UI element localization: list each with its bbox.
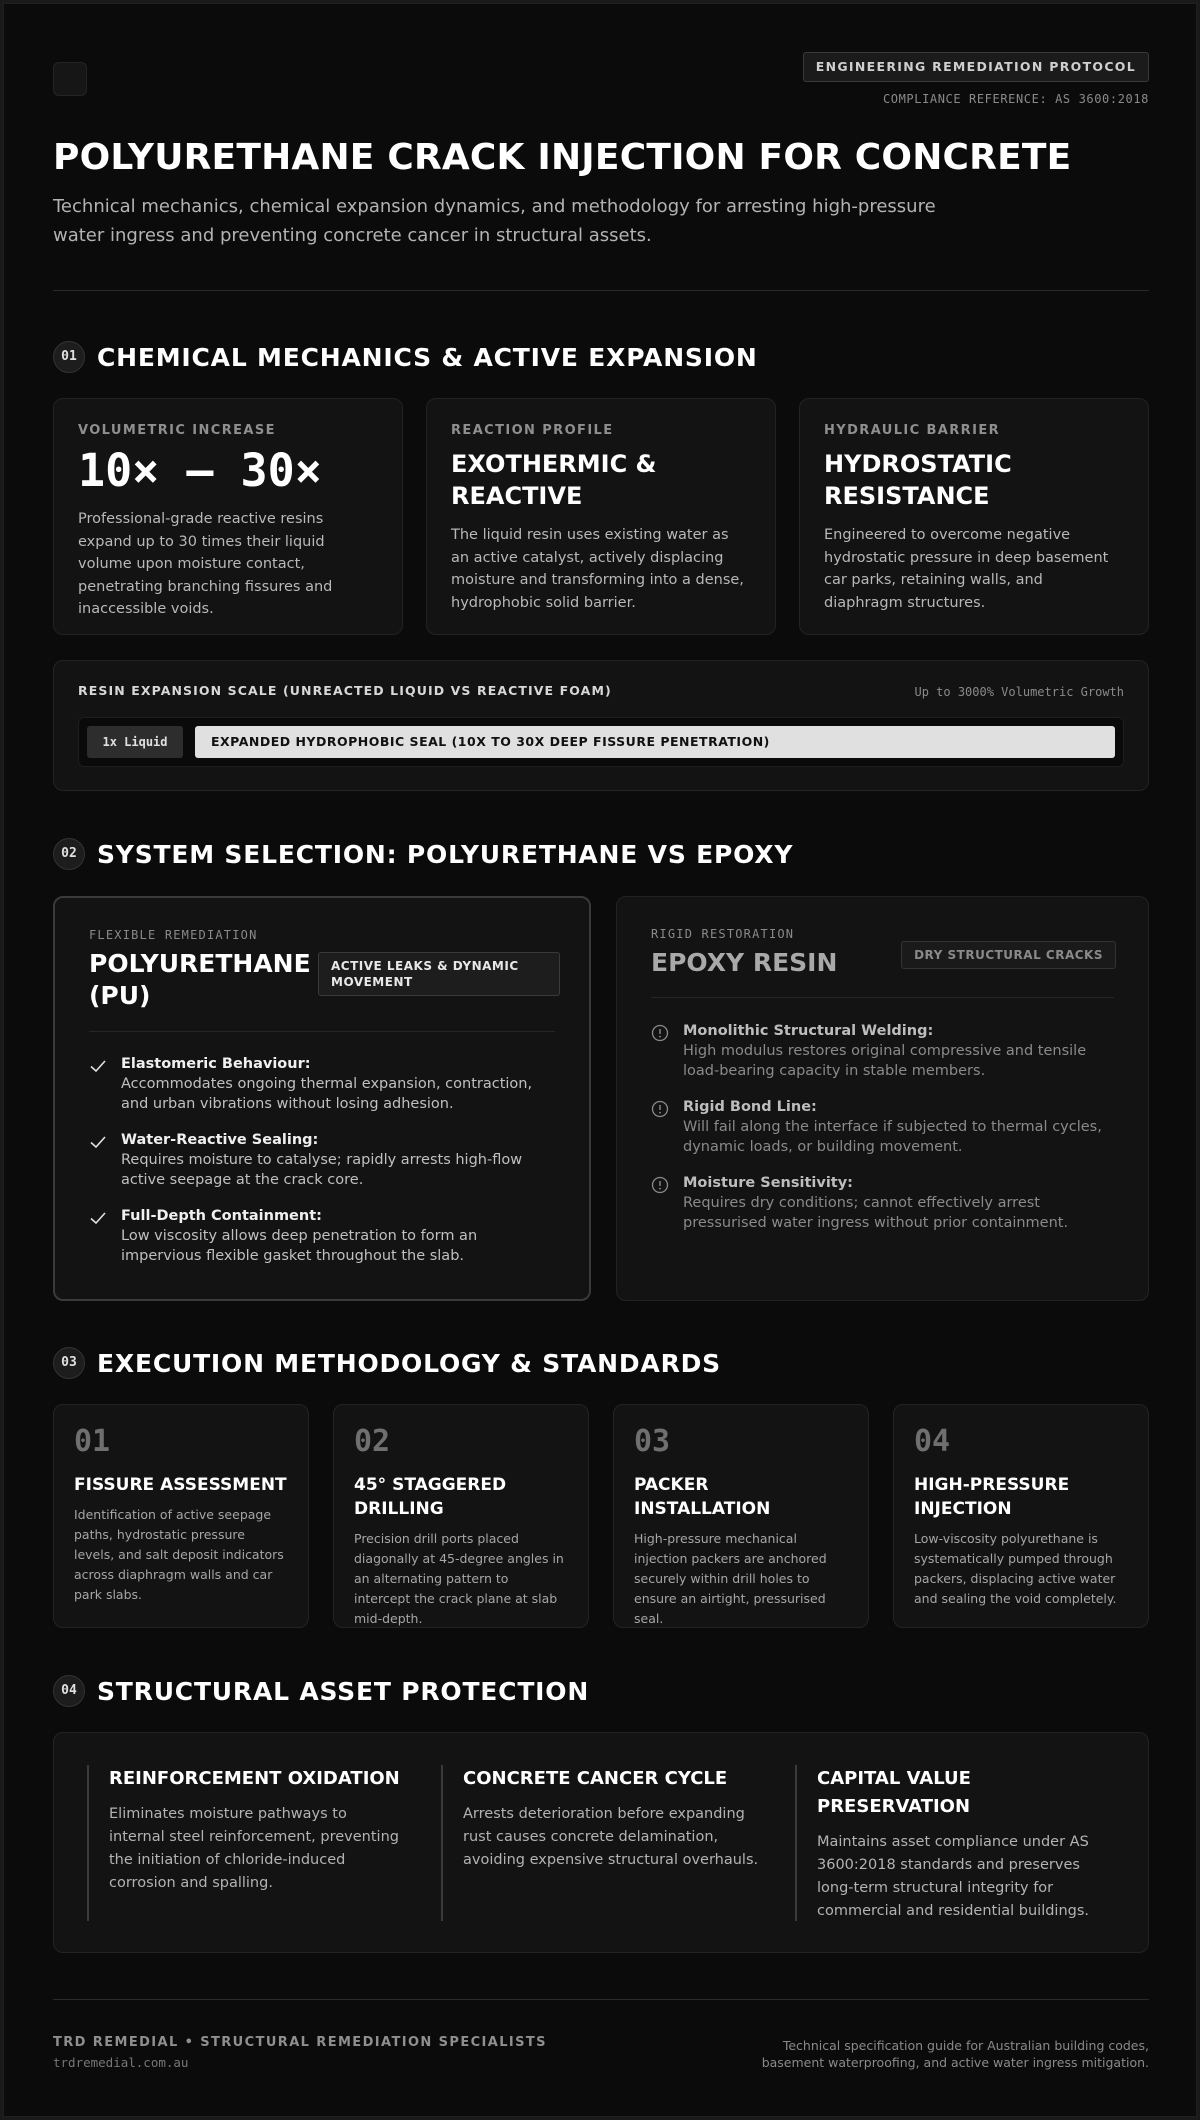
logo-placeholder <box>53 62 87 96</box>
card-headline: 10× – 30× <box>78 444 322 497</box>
section-number: 04 <box>53 1675 85 1707</box>
header-divider <box>53 290 1149 291</box>
section-1-header <box>53 341 758 373</box>
feature-desc: Low viscosity allows deep penetration to form an impervious flexible gasket throughout the slab. <box>121 1228 478 1264</box>
step-number: 03 <box>634 1424 671 1459</box>
protection-title: CONCRETE CANCER CYCLE <box>463 1768 728 1789</box>
use-case-tag: DRY STRUCTURAL CRACKS <box>901 941 1116 969</box>
card-kicker: VOLUMETRIC INCREASE <box>78 423 276 438</box>
feature-title: Water-Reactive Sealing: <box>121 1132 319 1148</box>
card-body: The liquid resin uses existing water as an active catalyst, actively displacing moisture and transforming into a dense, hydrophobic solid barrier. <box>451 527 744 611</box>
card-headline: EXOTHERMIC & REACTIVE <box>451 450 657 510</box>
alert-circle-icon <box>651 1100 669 1118</box>
card-kicker: FLEXIBLE REMEDIATION <box>89 928 258 942</box>
feature-title: Full-Depth Containment: <box>121 1208 322 1224</box>
section-title: STRUCTURAL ASSET PROTECTION <box>97 1676 590 1706</box>
step-title: FISSURE ASSESSMENT <box>74 1475 287 1495</box>
footer-divider <box>53 1999 1149 2000</box>
scale-note: Up to 3000% Volumetric Growth <box>914 685 1124 699</box>
step-card <box>613 1404 869 1628</box>
step-number: 02 <box>354 1424 391 1459</box>
step-title: HIGH-PRESSURE INJECTION <box>914 1475 1070 1519</box>
system-title: EPOXY RESIN <box>651 948 838 977</box>
step-card <box>333 1404 589 1628</box>
check-icon <box>89 1133 107 1151</box>
feature-desc: High modulus restores original compressive and tensile load-bearing capacity in stable members. <box>683 1043 1087 1079</box>
section-3-header <box>53 1347 721 1379</box>
step-card <box>893 1404 1149 1628</box>
step-desc: Identification of active seepage paths, hydrostatic pressure levels, and salt deposit indicators across diaphragm walls and car park slabs. <box>74 1507 284 1602</box>
step-title: PACKER INSTALLATION <box>634 1475 771 1519</box>
feature-title: Elastomeric Behaviour: <box>121 1056 311 1072</box>
footer-brand: TRD REMEDIAL • STRUCTURAL REMEDIATION SPECIALISTS <box>53 2035 547 2050</box>
feature-title: Moisture Sensitivity: <box>683 1175 853 1191</box>
card-divider <box>89 1031 555 1032</box>
feature-item <box>89 1130 559 1190</box>
card-kicker: HYDRAULIC BARRIER <box>824 423 1001 438</box>
step-title: 45° STAGGERED DRILLING <box>354 1475 507 1519</box>
feature-item <box>89 1054 559 1114</box>
feature-desc: Accommodates ongoing thermal expansion, contraction, and urban vibrations without losing adhesion. <box>121 1076 533 1112</box>
card-headline: HYDROSTATIC RESISTANCE <box>824 450 1012 510</box>
scale-title: RESIN EXPANSION SCALE (UNREACTED LIQUID VS REACTIVE FOAM) <box>78 683 612 698</box>
scale-track <box>78 717 1124 767</box>
foam-segment: EXPANDED HYDROPHOBIC SEAL (10X TO 30X DEEP FISSURE PENETRATION) <box>195 726 1115 758</box>
feature-item <box>651 1173 1118 1233</box>
step-card <box>53 1404 309 1628</box>
protection-column <box>87 1765 407 1921</box>
feature-item <box>651 1097 1118 1157</box>
step-desc: High-pressure mechanical injection packers are anchored securely within drill holes to ensure an airtight, pressurised seal. <box>634 1531 827 1626</box>
protection-desc: Maintains asset compliance under AS 3600:2018 standards and preserves long-term structural integrity for commercial and residential buildings. <box>817 1834 1090 1919</box>
card-body: Engineered to overcome negative hydrostatic pressure in deep basement car parks, retaining walls, and diaphragm structures. <box>824 527 1109 611</box>
protection-column <box>441 1765 761 1921</box>
protocol-badge: ENGINEERING REMEDIATION PROTOCOL <box>803 52 1149 82</box>
alert-circle-icon <box>651 1176 669 1194</box>
protection-title: REINFORCEMENT OXIDATION <box>109 1768 400 1789</box>
check-icon <box>89 1209 107 1227</box>
expansion-scale-card <box>53 660 1149 791</box>
card-body: Professional-grade reactive resins expand up to 30 times their liquid volume upon moisture contact, penetrating branching fissures and inaccessible voids. <box>78 511 333 617</box>
epoxy-card <box>616 896 1149 1301</box>
volumetric-card <box>53 398 403 635</box>
feature-item <box>89 1206 559 1266</box>
feature-desc: Requires moisture to catalyse; rapidly arrests high-flow active seepage at the crack core. <box>121 1152 523 1188</box>
card-kicker: REACTION PROFILE <box>451 423 614 438</box>
footer-url[interactable]: trdremedial.com.au <box>53 2055 189 2070</box>
step-desc: Low-viscosity polyurethane is systematically pumped through packers, displacing active water and sealing the void completely. <box>914 1531 1117 1606</box>
alert-circle-icon <box>651 1024 669 1042</box>
section-4-header <box>53 1675 589 1707</box>
feature-desc: Will fail along the interface if subjected to thermal cycles, dynamic loads, or building movement. <box>683 1119 1102 1155</box>
hydraulic-card <box>799 398 1149 635</box>
asset-protection-card <box>53 1732 1149 1953</box>
use-case-tag: ACTIVE LEAKS & DYNAMIC MOVEMENT <box>318 952 560 996</box>
step-number: 04 <box>914 1424 951 1459</box>
card-divider <box>651 997 1114 998</box>
page-title: POLYURETHANE CRACK INJECTION FOR CONCRETE <box>53 137 1072 178</box>
step-number: 01 <box>74 1424 111 1459</box>
feature-title: Rigid Bond Line: <box>683 1099 817 1115</box>
section-number: 03 <box>53 1347 85 1379</box>
feature-title: Monolithic Structural Welding: <box>683 1023 934 1039</box>
feature-desc: Requires dry conditions; cannot effectively arrest pressurised water ingress without prior containment. <box>683 1195 1069 1231</box>
section-title: EXECUTION METHODOLOGY & STANDARDS <box>97 1348 721 1378</box>
polyurethane-card <box>53 896 591 1301</box>
protection-desc: Arrests deterioration before expanding rust causes concrete delamination, avoiding expensive structural overhauls. <box>463 1806 759 1868</box>
section-number: 01 <box>53 341 85 373</box>
section-number: 02 <box>53 838 85 870</box>
check-icon <box>89 1057 107 1075</box>
page-subtitle: Technical mechanics, chemical expansion dynamics, and methodology for arresting high-pressure water ingress and preventing concrete cancer in structural assets. <box>53 196 936 246</box>
system-title: POLYURETHANE (PU) <box>89 949 311 1010</box>
reaction-card <box>426 398 776 635</box>
protection-desc: Eliminates moisture pathways to internal steel reinforcement, preventing the initiation of chloride-induced corrosion and spalling. <box>109 1806 399 1891</box>
page <box>3 3 1197 2117</box>
compliance-reference: COMPLIANCE REFERENCE: AS 3600:2018 <box>882 92 1149 106</box>
step-desc: Precision drill ports placed diagonally at 45-degree angles in an alternating pattern to intercept the crack plane at slab mid-depth. <box>354 1531 564 1626</box>
section-2-header <box>53 838 793 870</box>
feature-item <box>651 1021 1118 1081</box>
liquid-segment: 1x Liquid <box>87 726 183 758</box>
protection-column <box>795 1765 1121 1921</box>
protection-title: CAPITAL VALUE PRESERVATION <box>817 1768 971 1817</box>
section-title: CHEMICAL MECHANICS & ACTIVE EXPANSION <box>97 342 758 372</box>
section-title: SYSTEM SELECTION: POLYURETHANE VS EPOXY <box>97 839 794 869</box>
footer-description: Technical specification guide for Australian building codes, basement waterproofing, and active water ingress mitigation. <box>761 2038 1149 2070</box>
card-kicker: RIGID RESTORATION <box>651 927 795 941</box>
